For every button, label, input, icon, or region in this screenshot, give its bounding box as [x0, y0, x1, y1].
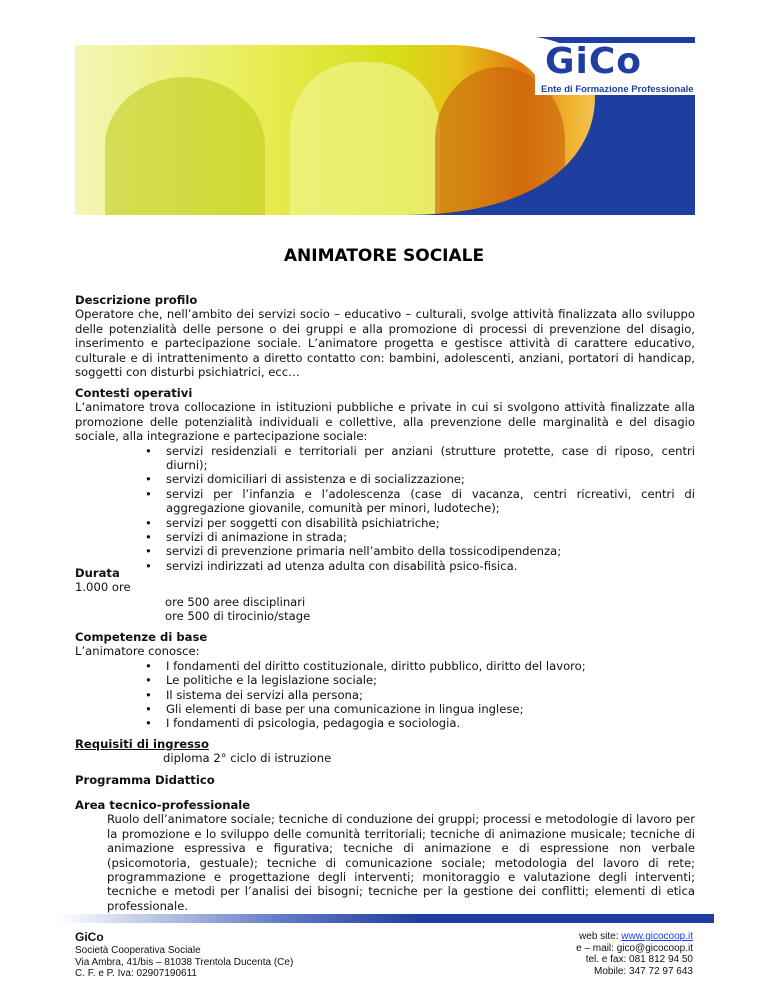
list-item: • servizi domiciliari di assistenza e di socializzazione; — [75, 472, 695, 486]
competenze-intro: L’animatore conosce: — [75, 644, 200, 659]
requisiti-text: diploma 2° ciclo di istruzione — [163, 751, 332, 766]
section-heading: Durata — [75, 566, 120, 580]
list-item: • Il sistema dei servizi alla persona; — [75, 688, 695, 702]
contesti-list — [75, 444, 695, 574]
section-descrizione — [75, 293, 695, 379]
section-text: Ruolo dell’animatore sociale; tecniche di conduzione dei gruppi; processi e metodologie di lavoro per la promozione e lo sviluppo delle comunità territoriali; tecniche di animazione musicale; tecniche di animazione espressiva e figurativa; tecniche di animazione e di espressione non verbale (psicomotoria, gestuale); tecniche di comunicazione sociale; metodologia del lavoro di rete; programmazione e progettazione degli interventi; monitoraggio e valutazione degli interventi; tecniche e metodi per l’analisi dei bisogni; tecniche per la gestione dei conflitti; elementi di etica professionale. — [107, 812, 695, 913]
list-item: • servizi di animazione in strada; — [75, 530, 695, 544]
section-heading: Area tecnico-professionale — [75, 798, 251, 812]
footer-email: e – mail: gico@gicocoop.it — [576, 942, 693, 954]
competenze-list — [75, 659, 695, 731]
website-label: web site: — [579, 931, 622, 942]
section-durata — [75, 566, 695, 624]
list-item: • I fondamenti del diritto costituzionale, diritto pubblico, diritto del lavoro; — [75, 659, 695, 673]
list-item: • Gli elementi di base per una comunicazione in lingua inglese; — [75, 702, 695, 716]
section-requisiti — [75, 737, 695, 766]
footer-company-name: GiCo — [75, 930, 104, 944]
list-item: • servizi indirizzati ad utenza adulta con disabilità psico-fisica. — [75, 559, 695, 573]
list-item: • servizi di prevenzione primaria nell’ambito della tossicodipendenza; — [75, 544, 695, 558]
banner-photo-figure — [290, 62, 440, 215]
page-title: ANIMATORE SOCIALE — [283, 246, 485, 266]
durata-line: ore 500 aree disciplinari — [165, 594, 306, 609]
section-heading: Requisiti di ingresso — [75, 737, 209, 751]
header-banner — [75, 37, 695, 215]
list-item: • Le politiche e la legislazione sociale; — [75, 673, 695, 687]
section-text: L’animatore trova collocazione in istituzioni pubbliche e private in cui si svolgono attività finalizzate alla promozione delle potenzialità individuali e collettive, alla prevenzione delle marginalità e del disagio sociale, alla integrazione e partecipazione sociale: — [75, 400, 695, 444]
list-item: • I fondamenti di psicologia, pedagogia e sociologia. — [75, 716, 695, 730]
section-competenze — [75, 630, 695, 731]
footer-contacts — [576, 931, 693, 977]
section-heading: Programma Didattico — [75, 773, 215, 787]
footer-website — [576, 931, 693, 943]
section-programma — [75, 773, 695, 787]
logo-subtitle: Ente di Formazione Professionale — [541, 84, 694, 95]
section-heading: Contesti operativi — [75, 386, 193, 400]
list-item: • servizi residenziali e territoriali per anziani (strutture protette, case di riposo, centri diurni); — [75, 444, 695, 473]
footer-phone: tel. e fax: 081 812 94 50 — [585, 954, 693, 965]
website-link[interactable]: www.gicocoop.it — [621, 931, 693, 942]
banner-photo-figure — [105, 77, 265, 215]
footer-line: Via Ambra, 41/bis – 81038 Trentola Ducenta (Ce) — [75, 956, 294, 968]
section-contesti — [75, 386, 695, 573]
section-area — [75, 798, 695, 913]
footer-line: C. F. e P. Iva: 02907190611 — [75, 968, 197, 979]
footer-address — [75, 929, 293, 980]
footer-bar — [57, 914, 714, 923]
footer-line: Società Cooperativa Sociale — [75, 945, 201, 956]
list-item: • servizi per l’infanzia e l’adolescenza (case di vacanza, centri ricreativi, centri di aggregazione giovanile, comunità per minori, ludoteche); — [75, 487, 695, 516]
logo: GiCo — [545, 41, 643, 82]
durata-line: ore 500 di tirocinio/stage — [165, 609, 311, 624]
section-text: Operatore che, nell’ambito dei servizi socio – educativo – culturali, svolge attività finalizzata allo sviluppo delle potenzialità delle persone o dei gruppi e alla promozione di processi di prevenzione del disagio, inserimento e partecipazione sociale. L’animatore progetta e gestisce attività di carattere educativo, culturale e di intrattenimento a diretto contatto con: bambini, adolescenti, anziani, portatori di handicap, soggetti con disturbi psichiatrici, ecc… — [75, 307, 695, 380]
footer-mobile: Mobile: 347 72 97 643 — [594, 965, 693, 977]
list-item: • servizi per soggetti con disabilità psichiatriche; — [75, 516, 695, 530]
durata-total: 1.000 ore — [75, 580, 131, 595]
section-heading: Descrizione profilo — [75, 293, 198, 307]
section-heading: Competenze di base — [75, 630, 208, 644]
